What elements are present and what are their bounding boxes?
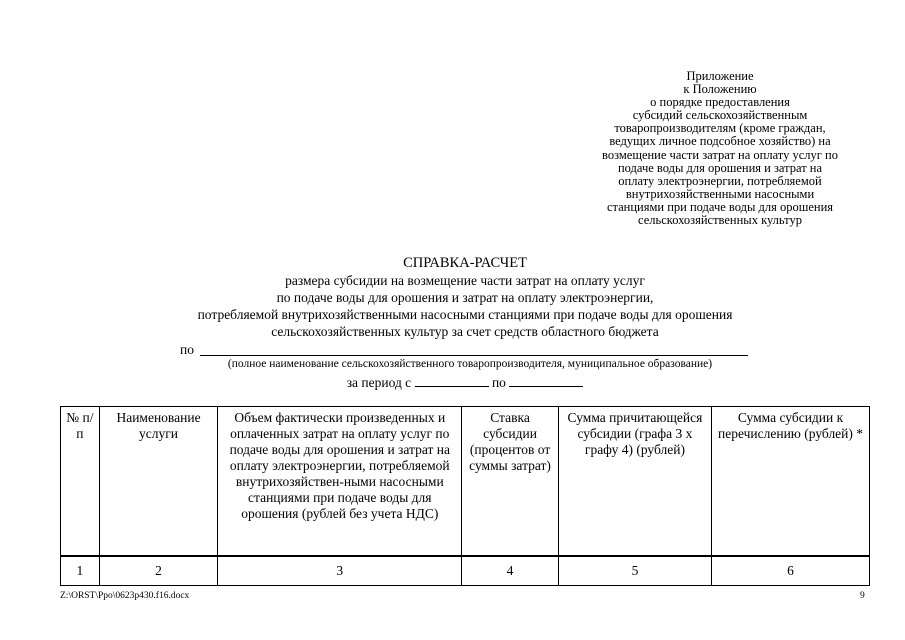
appendix-line: к Положению <box>683 82 757 97</box>
calculation-table <box>60 406 870 586</box>
recipient-line <box>180 342 750 358</box>
document-subtitle-line: размера субсидии на возмещение части затрат на оплату услуг <box>285 273 645 288</box>
appendix-line: сельскохозяйственных культур <box>638 213 802 228</box>
appendix-line: внутрихозяйственными насосными <box>625 186 815 201</box>
header-subsidy-transfer: Сумма субсидии к перечислению (рублей) * <box>712 407 870 556</box>
header-subsidy-rate: Ставка субсидии (процентов от суммы затрат) <box>462 407 559 556</box>
footer-page-number: 9 <box>860 591 865 601</box>
header-subsidy-due: Сумма причитающейся субсидии (графа 3 х графу 4) (рублей) <box>558 407 711 556</box>
appendix-line: о порядке предоставления <box>650 95 790 110</box>
document-title: СПРАВКА-РАСЧЕТ <box>403 255 527 271</box>
table-column-numbers-row <box>61 557 870 586</box>
period-to-field[interactable] <box>509 374 583 387</box>
footer-file-path: Z:\ORST\Ppo\0623p430.f16.docx <box>60 591 190 601</box>
appendix-line: Приложение <box>686 69 754 83</box>
header-number: № п/п <box>61 407 100 556</box>
column-number-cell: 1 <box>61 557 100 586</box>
column-number-cell: 4 <box>462 557 559 586</box>
header-service-name: Наименование услуги <box>99 407 218 556</box>
appendix-line: возмещение части затрат на оплату услуг по <box>602 147 838 162</box>
column-number-cell: 2 <box>99 557 218 586</box>
column-number-cell: 3 <box>218 557 462 586</box>
appendix-line: товаропроизводителям (кроме граждан, <box>614 121 826 136</box>
document-subtitle-line: сельскохозяйственных культур за счет средств областного бюджета <box>271 324 659 339</box>
period-line <box>160 374 770 391</box>
column-number-cell: 6 <box>712 557 870 586</box>
period-middle: по <box>491 375 506 390</box>
period-from-field[interactable] <box>415 374 489 387</box>
recipient-note: (полное наименование сельскохозяйственного товаропроизводителя, муниципальное образование) <box>227 358 713 370</box>
period-prefix: за период с <box>346 375 412 390</box>
header-costs-volume: Объем фактически произведенных и оплаченных затрат на оплату услуг по подаче воды для орошения и затрат на оплату электроэнергии, потребляемой внутрихозяйствен-ными насосными станциями при подаче воды для орошения (рублей без учета НДС) <box>218 407 462 556</box>
recipient-po-label: по <box>180 342 194 357</box>
document-title-block <box>160 255 770 340</box>
appendix-line: оплату электроэнергии, потребляемой <box>618 173 822 188</box>
appendix-line: субсидий сельскохозяйственным <box>632 108 808 123</box>
appendix-line: ведущих личное подсобное хозяйство) на <box>609 134 831 149</box>
table-header-row <box>61 407 870 556</box>
document-subtitle-line: по подаче воды для орошения и затрат на оплату электроэнергии, <box>276 290 654 305</box>
recipient-name-field[interactable] <box>200 355 748 356</box>
appendix-block <box>565 70 875 227</box>
appendix-line: подаче воды для орошения и затрат на <box>617 160 823 175</box>
column-number-cell: 5 <box>558 557 711 586</box>
document-subtitle-line: потребляемой внутрихозяйственными насосными станциями при подаче воды для орошения <box>197 307 733 322</box>
appendix-line: станциями при подаче воды для орошения <box>606 199 834 214</box>
